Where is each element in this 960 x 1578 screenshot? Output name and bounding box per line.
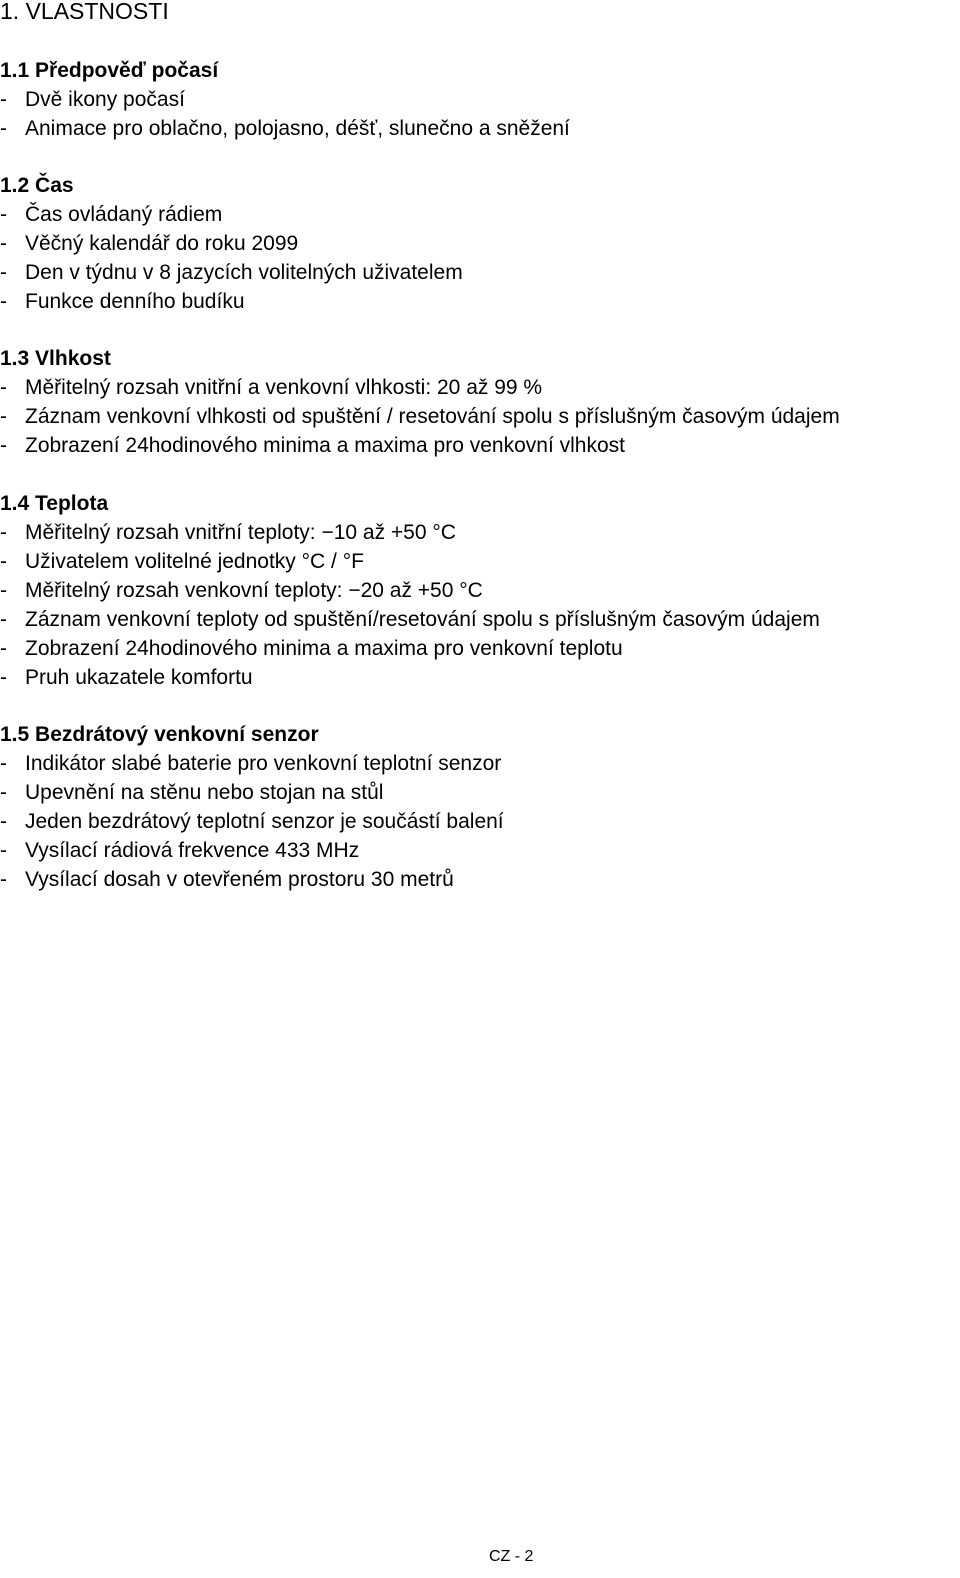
item-text: Upevnění na stěnu nebo stojan na stůl: [25, 781, 384, 804]
item-text: Pruh ukazatele komfortu: [25, 666, 253, 689]
item-text: Záznam venkovní vlhkosti od spuštění / resetování spolu s příslušným časovým údajem: [25, 405, 840, 428]
list-item: [0, 258, 960, 287]
bullet-dash: -: [0, 637, 7, 660]
section-weather-forecast: [0, 56, 960, 143]
list-item: [0, 807, 960, 836]
bullet-dash: -: [0, 579, 7, 602]
bullet-dash: -: [0, 781, 7, 804]
list-item: [0, 287, 960, 316]
item-text: Animace pro oblačno, polojasno, déšť, slunečno a sněžení: [25, 117, 570, 140]
feature-list: [0, 518, 960, 692]
section-title: 1.1 Předpověď počasí: [0, 59, 219, 82]
section-temperature: [0, 489, 960, 692]
section-title: 1.3 Vlhkost: [0, 347, 111, 370]
list-item: [0, 518, 960, 547]
feature-list: [0, 85, 960, 143]
list-item: [0, 836, 960, 865]
page-title: 1. VLASTNOSTI: [0, 0, 169, 24]
list-item: [0, 229, 960, 258]
bullet-dash: -: [0, 376, 7, 399]
list-item: [0, 373, 960, 402]
bullet-dash: -: [0, 290, 7, 313]
item-text: Měřitelný rozsah vnitřní a venkovní vlhkosti: 20 až 99 %: [25, 376, 543, 399]
list-item: [0, 605, 960, 634]
item-text: Uživatelem volitelné jednotky °C / °F: [25, 550, 364, 573]
list-item: [0, 547, 960, 576]
list-item: [0, 865, 960, 894]
item-text: Měřitelný rozsah venkovní teploty: −20 až +50 °C: [25, 579, 483, 602]
list-item: [0, 85, 960, 114]
list-item: [0, 749, 960, 778]
bullet-dash: -: [0, 521, 7, 544]
bullet-dash: -: [0, 405, 7, 428]
bullet-dash: -: [0, 810, 7, 833]
bullet-dash: -: [0, 752, 7, 775]
item-text: Záznam venkovní teploty od spuštění/resetování spolu s příslušným časovým údajem: [25, 608, 820, 631]
item-text: Měřitelný rozsah vnitřní teploty: −10 až +50 °C: [25, 521, 456, 544]
item-text: Indikátor slabé baterie pro venkovní teplotní senzor: [25, 752, 502, 775]
bullet-dash: -: [0, 88, 7, 111]
bullet-dash: -: [0, 666, 7, 689]
list-item: [0, 431, 960, 460]
list-item: [0, 778, 960, 807]
item-text: Zobrazení 24hodinového minima a maxima pro venkovní teplotu: [25, 637, 623, 660]
item-text: Dvě ikony počasí: [25, 88, 185, 111]
section-title: 1.2 Čas: [0, 174, 74, 197]
item-text: Den v týdnu v 8 jazycích volitelných uživatelem: [25, 261, 463, 284]
item-text: Zobrazení 24hodinového minima a maxima pro venkovní vlhkost: [25, 434, 625, 457]
item-text: Jeden bezdrátový teplotní senzor je součástí balení: [25, 810, 504, 833]
bullet-dash: -: [0, 203, 7, 226]
bullet-dash: -: [0, 261, 7, 284]
item-text: Čas ovládaný rádiem: [25, 203, 223, 226]
bullet-dash: -: [0, 868, 7, 891]
feature-list: [0, 749, 960, 894]
item-text: Vysílací dosah v otevřeném prostoru 30 metrů: [25, 868, 454, 891]
section-humidity: [0, 344, 960, 460]
bullet-dash: -: [0, 550, 7, 573]
page-number: CZ - 2: [489, 1548, 534, 1565]
bullet-dash: -: [0, 434, 7, 457]
list-item: [0, 402, 960, 431]
item-text: Vysílací rádiová frekvence 433 MHz: [25, 839, 360, 862]
section-title: 1.4 Teplota: [0, 492, 109, 515]
bullet-dash: -: [0, 839, 7, 862]
list-item: [0, 634, 960, 663]
list-item: [0, 663, 960, 692]
bullet-dash: -: [0, 232, 7, 255]
bullet-dash: -: [0, 117, 7, 140]
bullet-dash: -: [0, 608, 7, 631]
feature-list: [0, 200, 960, 316]
section-title: 1.5 Bezdrátový venkovní senzor: [0, 723, 319, 746]
feature-list: [0, 373, 960, 460]
list-item: [0, 576, 960, 605]
item-text: Věčný kalendář do roku 2099: [25, 232, 299, 255]
section-wireless-sensor: [0, 720, 960, 894]
list-item: [0, 114, 960, 143]
section-time: [0, 171, 960, 316]
list-item: [0, 200, 960, 229]
item-text: Funkce denního budíku: [25, 290, 245, 313]
